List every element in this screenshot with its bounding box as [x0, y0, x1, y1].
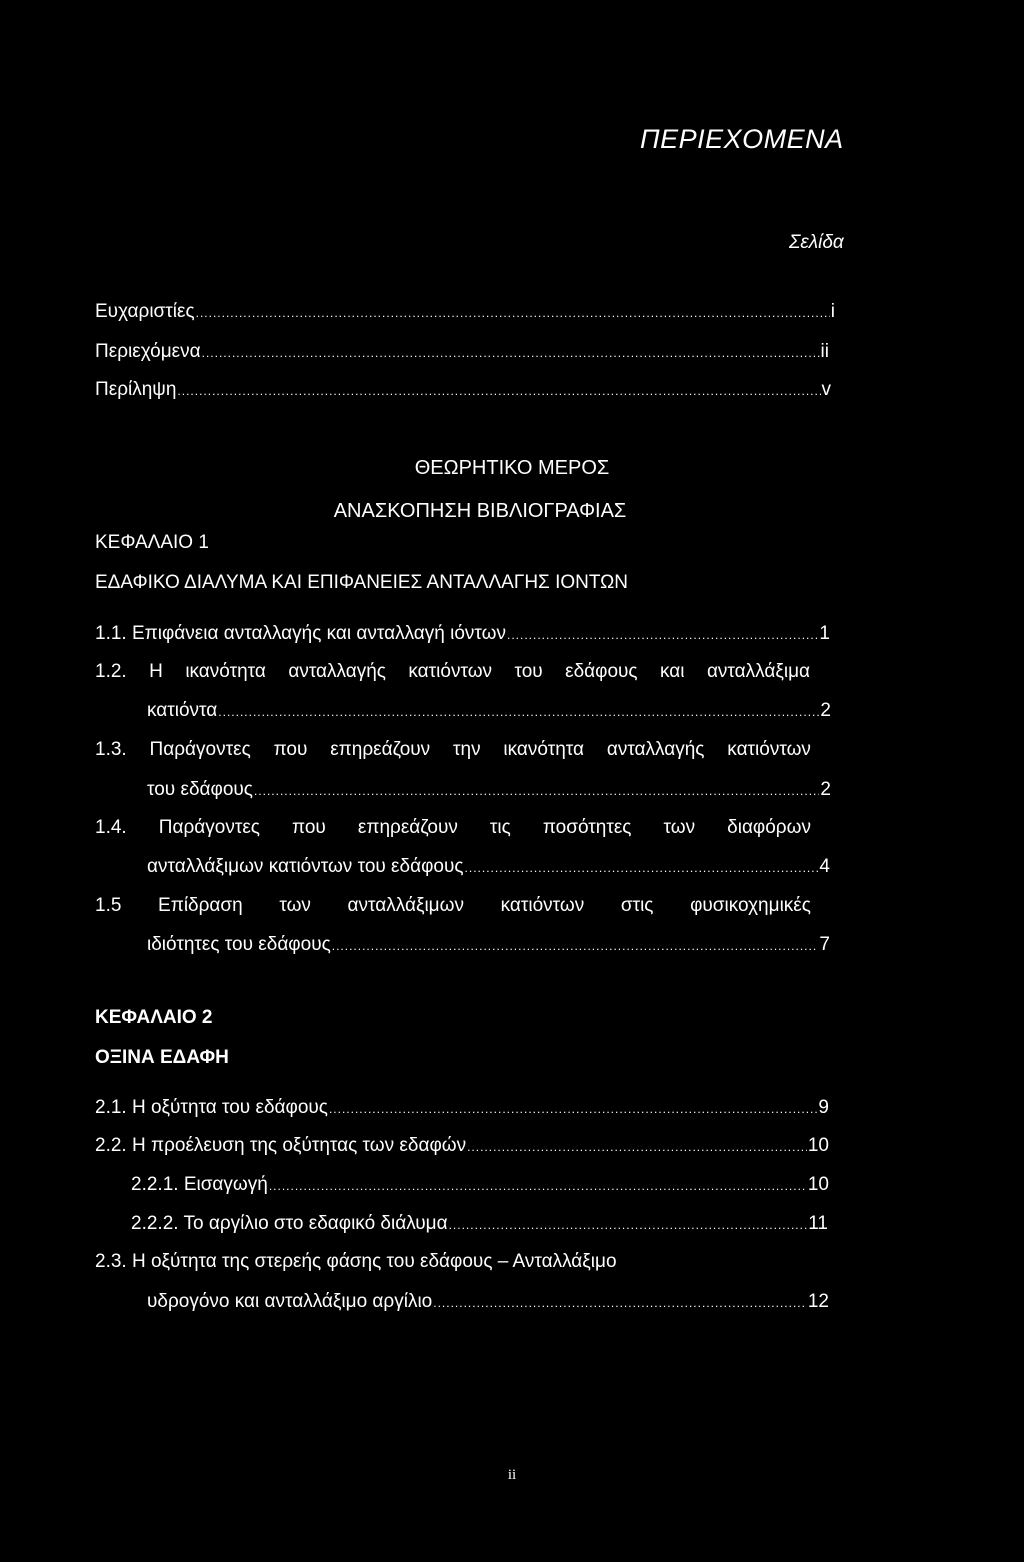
toc-entry-1-1[interactable]: [95, 622, 830, 647]
toc-entry-page: 10: [807, 1174, 829, 1195]
toc-entry-page: ii: [820, 341, 829, 362]
word: των: [279, 895, 311, 916]
dot-leader: [467, 1135, 807, 1159]
dot-leader: [465, 856, 819, 880]
chapter-2-label: ΚΕΦΑΛΑΙΟ 2: [95, 1007, 213, 1028]
toc-entry-2-2-2[interactable]: [131, 1212, 828, 1237]
toc-entry-label: Ευχαριστίες: [95, 301, 195, 322]
word: 1.5: [95, 895, 122, 916]
word: τις: [489, 817, 511, 838]
toc-entry-2-1[interactable]: [95, 1096, 829, 1121]
word: στις: [620, 895, 654, 916]
word: 1.4.: [95, 817, 127, 838]
toc-entry-page: 11: [808, 1213, 828, 1234]
word: 1.2.: [95, 661, 127, 682]
toc-entry-label: Περιεχόμενα: [95, 341, 201, 362]
toc-entry-page: 2: [820, 700, 831, 721]
toc-entry-page: i: [830, 301, 835, 322]
toc-entry-abstract[interactable]: [95, 378, 831, 403]
word: κατιόντων: [727, 739, 811, 760]
word: την: [453, 739, 481, 760]
toc-entry-1-2-line2[interactable]: [147, 699, 831, 724]
toc-entry-label: ιδιότητες του εδάφους: [147, 934, 331, 955]
toc-entry-1-4-line1[interactable]: [95, 816, 811, 840]
part-subtitle: ΑΝΑΣΚΟΠΗΣΗ ΒΙΒΛΙΟΓΡΑΦΙΑΣ: [333, 500, 627, 522]
toc-entry-label: ανταλλάξιμων κατιόντων του εδάφους: [147, 856, 464, 877]
dot-leader: [254, 779, 819, 803]
page-title: ΠΕΡΙΕΧΟΜΕΝΑ: [640, 124, 844, 154]
toc-entry-2-2-1[interactable]: [131, 1173, 829, 1198]
word: Επίδραση: [158, 895, 243, 916]
toc-entry-page: 2: [820, 779, 831, 800]
toc-entry-label: 1.1. Επιφάνεια ανταλλαγής και ανταλλαγή ιόντων: [95, 623, 506, 644]
toc-entry-2-2[interactable]: [95, 1134, 829, 1159]
chapter-1-title: ΕΔΑΦΙΚΟ ΔΙΑΛΥΜΑ ΚΑΙ ΕΠΙΦΑΝΕΙΕΣ ΑΝΤΑΛΛΑΓΗΣ ΙΟΝΤΩΝ: [95, 572, 629, 593]
page-column-header: Σελίδα: [789, 232, 844, 253]
word: Παράγοντες: [158, 817, 260, 838]
toc-entry-2-3-line2[interactable]: [147, 1290, 829, 1315]
dot-leader: [202, 341, 820, 365]
toc-entry-label: 2.2.2. Το αργίλιο στο εδαφικό διάλυμα: [131, 1213, 448, 1234]
toc-entry-page: 12: [807, 1291, 829, 1312]
word: ποσότητες: [542, 817, 632, 838]
word: κατιόντων: [500, 895, 585, 916]
word: και: [660, 661, 685, 682]
dot-leader: [449, 1213, 808, 1237]
toc-entry-acknowledgements[interactable]: [95, 300, 835, 325]
word: εδάφους: [565, 661, 638, 682]
toc-entry-label: του εδάφους: [147, 779, 253, 800]
word: κατιόντων: [408, 661, 493, 682]
page-number: ii: [507, 1467, 517, 1483]
word: του: [514, 661, 543, 682]
toc-entry-label: κατιόντα: [147, 700, 218, 721]
toc-entry-label: Περίληψη: [95, 379, 177, 400]
toc-entry-page: 1: [819, 623, 830, 644]
word: ικανότητα: [185, 661, 266, 682]
toc-entry-1-2-line1[interactable]: [95, 660, 810, 684]
toc-entry-page: v: [821, 379, 831, 400]
word: φυσικοχημικές: [690, 895, 811, 916]
toc-entry-label: υδρογόνο και ανταλλάξιμο αργίλιο: [147, 1291, 433, 1312]
toc-entry-page: 10: [807, 1135, 829, 1156]
chapter-2-title: ΟΞΙΝΑ ΕΔΑΦΗ: [95, 1047, 229, 1068]
word: επηρεάζουν: [330, 739, 431, 760]
toc-entry-page: 9: [818, 1097, 829, 1118]
toc-entry-1-5-line2[interactable]: [147, 933, 830, 958]
toc-entry-1-4-line2[interactable]: [147, 855, 830, 880]
toc-entry-1-3-line1[interactable]: [95, 738, 811, 762]
dot-leader: [177, 379, 820, 403]
word: που: [292, 817, 326, 838]
word: ανταλλαγής: [606, 739, 705, 760]
dot-leader: [433, 1291, 807, 1315]
toc-entry-label: 2.1. Η οξύτητα του εδάφους: [95, 1097, 328, 1118]
word: Παράγοντες: [149, 739, 251, 760]
toc-entry-1-5-line1[interactable]: [95, 894, 811, 918]
dot-leader: [218, 700, 819, 724]
word: διαφόρων: [727, 817, 811, 838]
toc-entry-contents[interactable]: [95, 340, 829, 365]
toc-entry-label: 2.2.1. Εισαγωγή: [131, 1174, 268, 1195]
word: που: [273, 739, 308, 760]
word: ανταλλάξιμα: [706, 661, 810, 682]
dot-leader: [507, 623, 818, 647]
word: ικανότητα: [503, 739, 584, 760]
word: Η: [149, 661, 163, 682]
word: των: [663, 817, 696, 838]
dot-leader: [332, 934, 819, 958]
toc-entry-page: 7: [819, 934, 830, 955]
word: ανταλλαγής: [288, 661, 386, 682]
toc-entry-1-3-line2[interactable]: [147, 778, 831, 803]
word: ανταλλάξιμων: [347, 895, 464, 916]
toc-entry-label: 2.2. Η προέλευση της οξύτητας των εδαφών: [95, 1135, 467, 1156]
dot-leader: [196, 301, 830, 325]
toc-entry-page: 4: [819, 856, 830, 877]
dot-leader: [269, 1174, 807, 1198]
dot-leader: [329, 1097, 817, 1121]
toc-entry-2-3-line1[interactable]: 2.3. Η οξύτητα της στερεής φάσης του εδάφους – Ανταλλάξιμο: [95, 1251, 617, 1272]
word: 1.3.: [95, 739, 127, 760]
word: επηρεάζουν: [357, 817, 458, 838]
chapter-1-label: ΚΕΦΑΛΑΙΟ 1: [95, 532, 209, 553]
part-title: ΘΕΩΡΗΤΙΚΟ ΜΕΡΟΣ: [414, 457, 610, 479]
